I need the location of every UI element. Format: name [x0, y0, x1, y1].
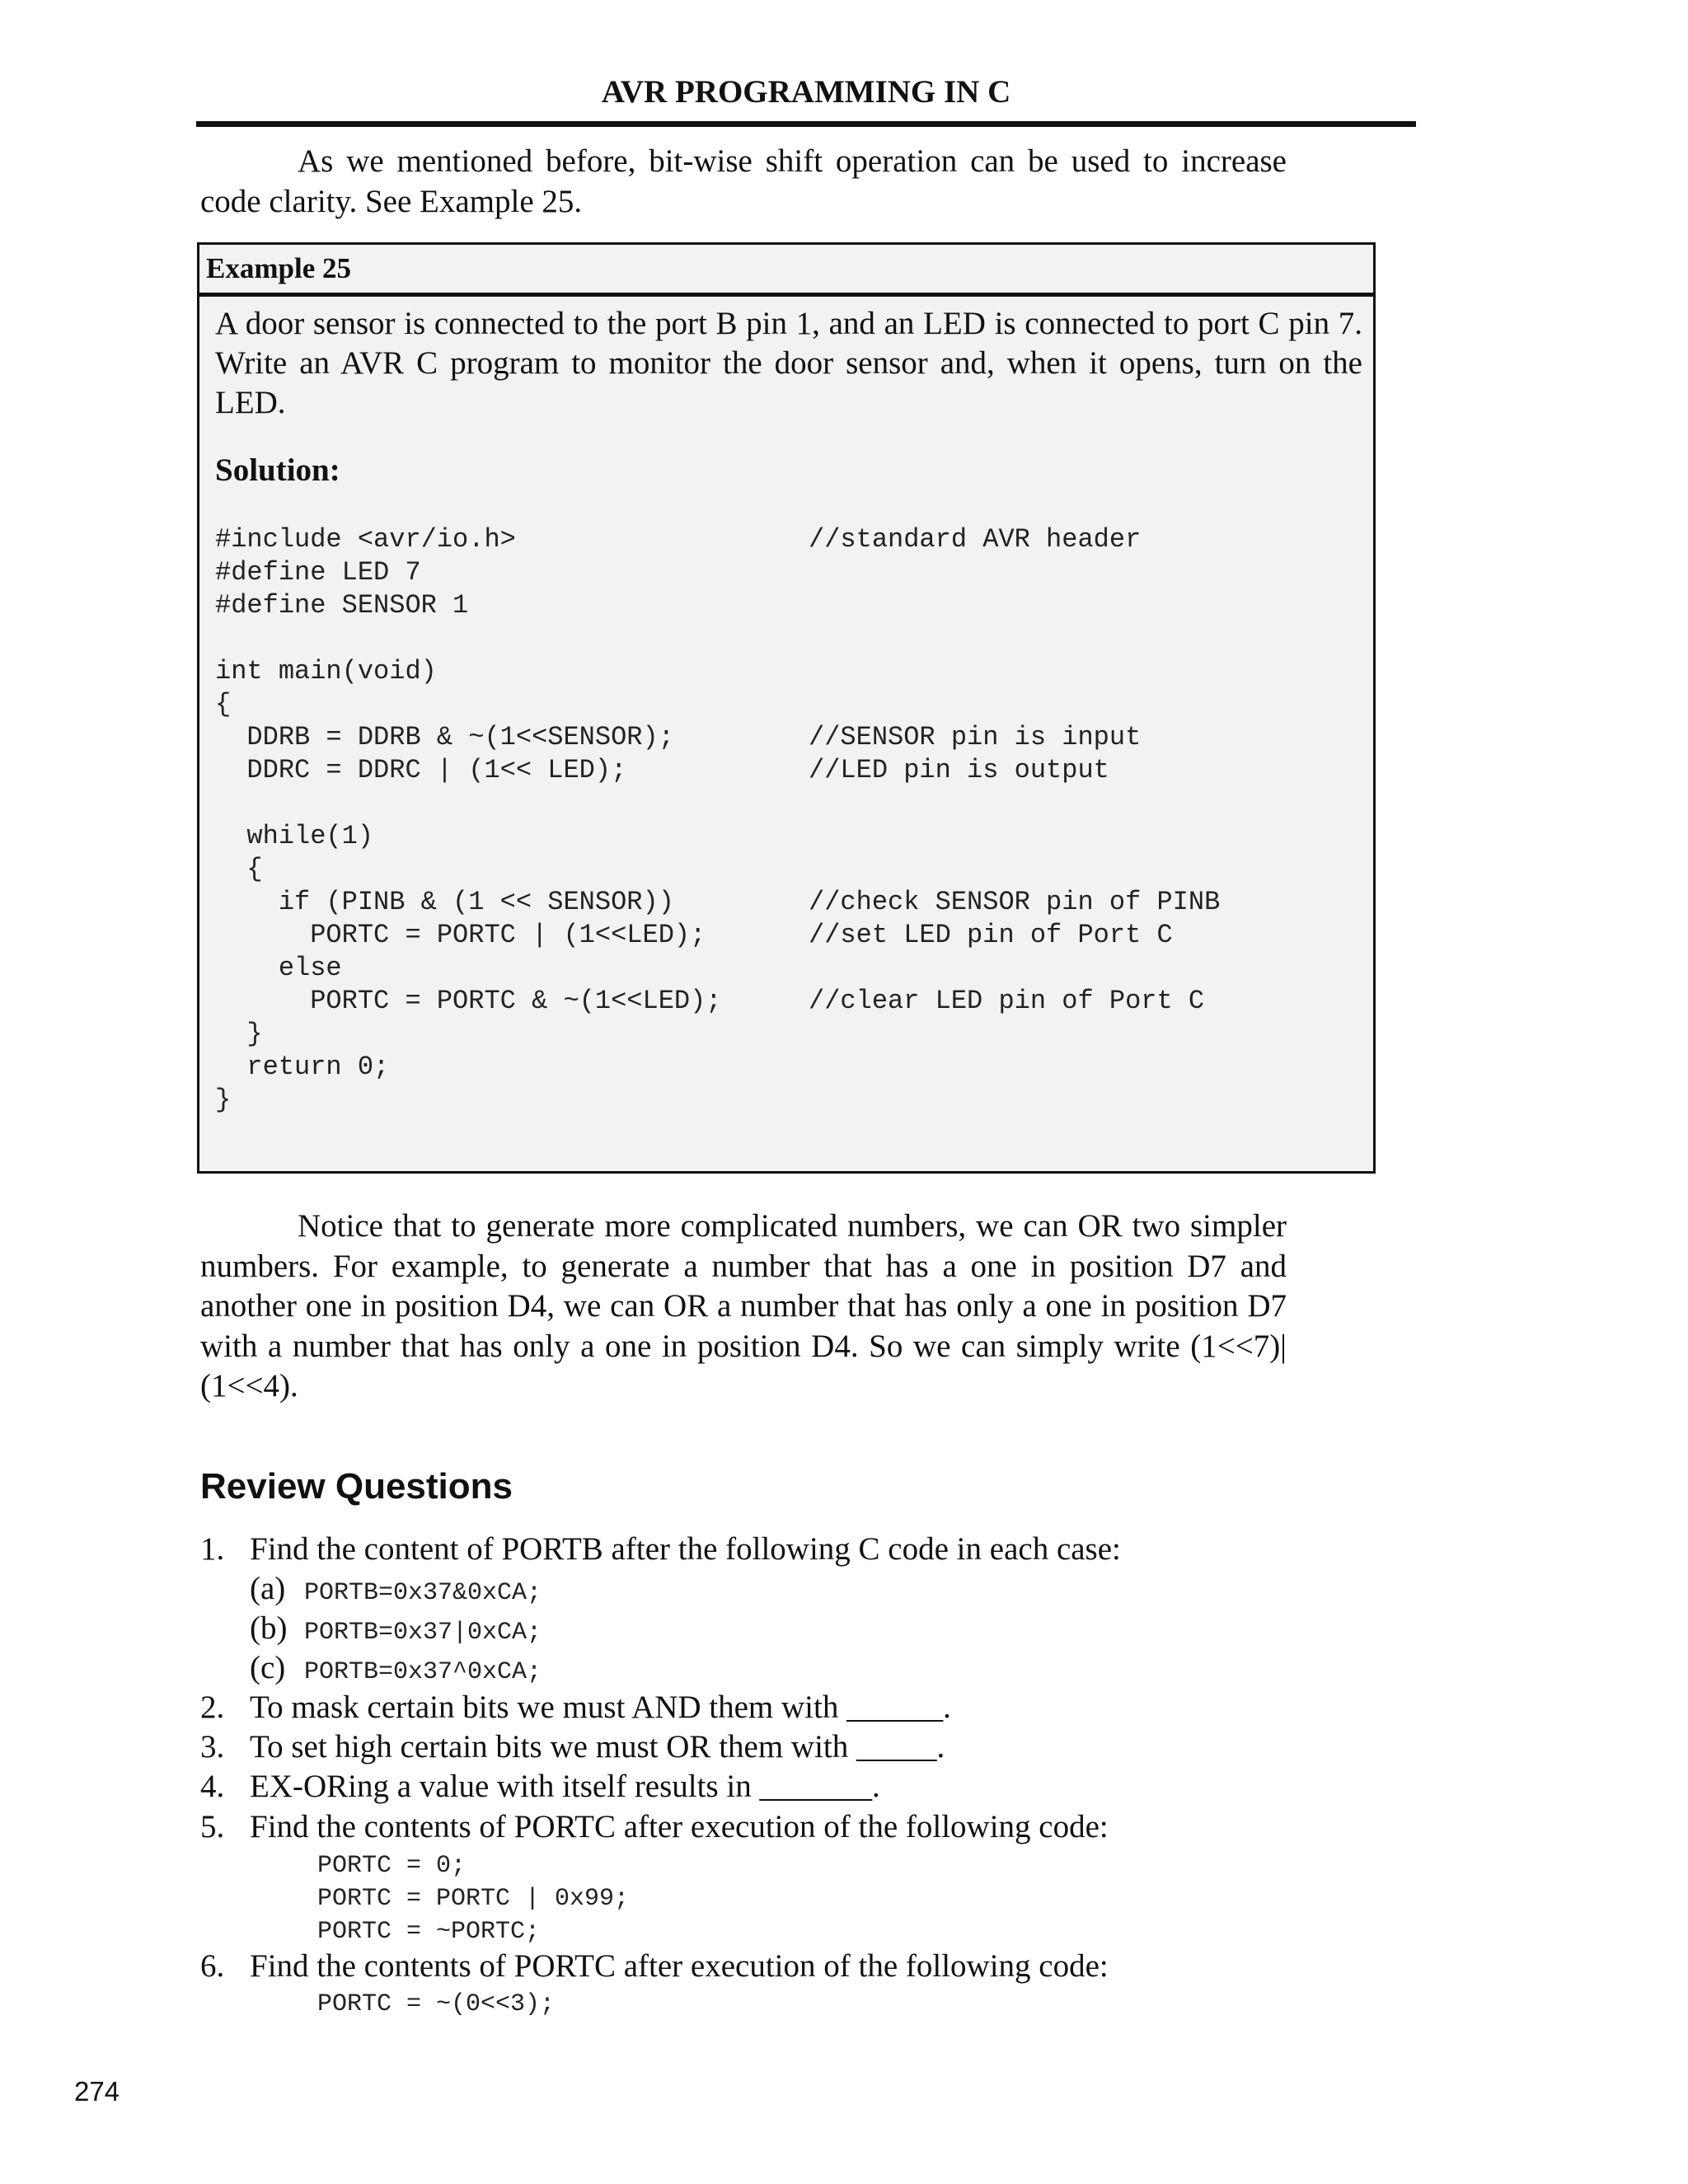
example-box: [197, 242, 1376, 1174]
code-text: while(1): [215, 821, 374, 851]
review-questions-heading: Review Questions: [200, 1466, 513, 1507]
running-header: AVR PROGRAMMING IN C: [601, 74, 1011, 110]
code-text: }: [215, 1085, 232, 1115]
question-number: 2.: [200, 1690, 225, 1725]
question-3: [200, 1727, 945, 1767]
example-title: Example 25: [199, 245, 1373, 297]
code-text: int main(void): [215, 656, 437, 687]
example-problem: A door sensor is connected to the port B pin 1, and an LED is connected to port C pin 7. Write an AVR C program to monitor the door sensor and, when it opens, turn on the LED.: [215, 306, 1362, 420]
question-number: 5.: [200, 1809, 225, 1844]
code-text: DDRC = DDRC | (1<< LED);: [215, 755, 627, 785]
code-comment: //LED pin is output: [809, 755, 1109, 785]
question-number: 3.: [200, 1729, 225, 1765]
question-6: [200, 1947, 1109, 1986]
question-text: Find the content of PORTB after the following C code in each case:: [250, 1531, 1121, 1567]
code-text: DDRB = DDRB & ~(1<<SENSOR);: [215, 722, 674, 752]
header-rule: [196, 121, 1416, 127]
code-text: PORTC = PORTC | (1<<LED);: [215, 920, 706, 950]
part-letter: (b): [250, 1610, 288, 1646]
solution-label: Solution:: [215, 452, 340, 488]
intro-paragraph: As we mentioned before, bit-wise shift operation can be used to increase code clarity. See Example 25.: [200, 143, 1287, 219]
question-2: [200, 1688, 951, 1727]
code-text: if (PINB & (1 << SENSOR)): [215, 887, 674, 917]
code-comment: //set LED pin of Port C: [809, 920, 1173, 950]
code-text: PORTC = PORTC & ~(1<<LED);: [215, 986, 722, 1016]
question-text: EX-ORing a value with itself results in _______.: [250, 1769, 880, 1804]
code-comment: //standard AVR header: [809, 524, 1142, 555]
part-letter: (c): [250, 1650, 286, 1685]
part-code: PORTB=0x37&0xCA;: [304, 1579, 542, 1607]
part-letter: (a): [250, 1571, 286, 1606]
question-text: Find the contents of PORTC after execution of the following code:: [250, 1948, 1109, 1984]
question-number: 4.: [200, 1769, 225, 1804]
question-5-code-line: PORTC = 0;: [317, 1852, 467, 1880]
question-5: [200, 1807, 1109, 1847]
question-5-code-line: PORTC = ~PORTC;: [317, 1918, 541, 1946]
question-number: 1.: [200, 1531, 225, 1567]
question-text: To mask certain bits we must AND them with ______.: [250, 1690, 951, 1725]
question-1-part-a: [250, 1569, 542, 1613]
question-text: Find the contents of PORTC after execution of the following code:: [250, 1809, 1109, 1844]
question-1-part-b: [250, 1609, 542, 1652]
code-text: else: [215, 953, 342, 983]
question-text: To set high certain bits we must OR them with _____.: [250, 1729, 945, 1765]
page-number: 274: [74, 2076, 120, 2107]
notice-paragraph: Notice that to generate more complicated numbers, we can OR two simpler numbers. For example, to generate a number that has a one in position D7 and another one in position D4, we can OR a number that has only a one in position D7 with a number that has only a one in position D4. So we can simply write (1<<7)|(1<<4).: [200, 1208, 1287, 1404]
question-number: 6.: [200, 1948, 225, 1984]
question-1: [200, 1530, 1121, 1569]
code-comment: //check SENSOR pin of PINB: [809, 887, 1221, 917]
code-text: #define LED 7: [215, 557, 421, 588]
part-code: PORTB=0x37|0xCA;: [304, 1619, 542, 1647]
question-1-part-c: [250, 1648, 542, 1692]
code-text: return 0;: [215, 1052, 390, 1082]
code-text: #include <avr/io.h>: [215, 524, 516, 555]
code-text: #define SENSOR 1: [215, 590, 469, 621]
part-code: PORTB=0x37^0xCA;: [304, 1658, 542, 1686]
code-text: {: [215, 689, 232, 719]
question-6-code-line: PORTC = ~(0<<3);: [317, 1990, 556, 2018]
question-5-code-line: PORTC = PORTC | 0x99;: [317, 1885, 630, 1913]
code-comment: //SENSOR pin is input: [809, 722, 1142, 752]
question-4: [200, 1767, 880, 1807]
code-comment: //clear LED pin of Port C: [809, 986, 1205, 1016]
code-text: }: [215, 1019, 263, 1049]
code-text: {: [215, 854, 263, 884]
